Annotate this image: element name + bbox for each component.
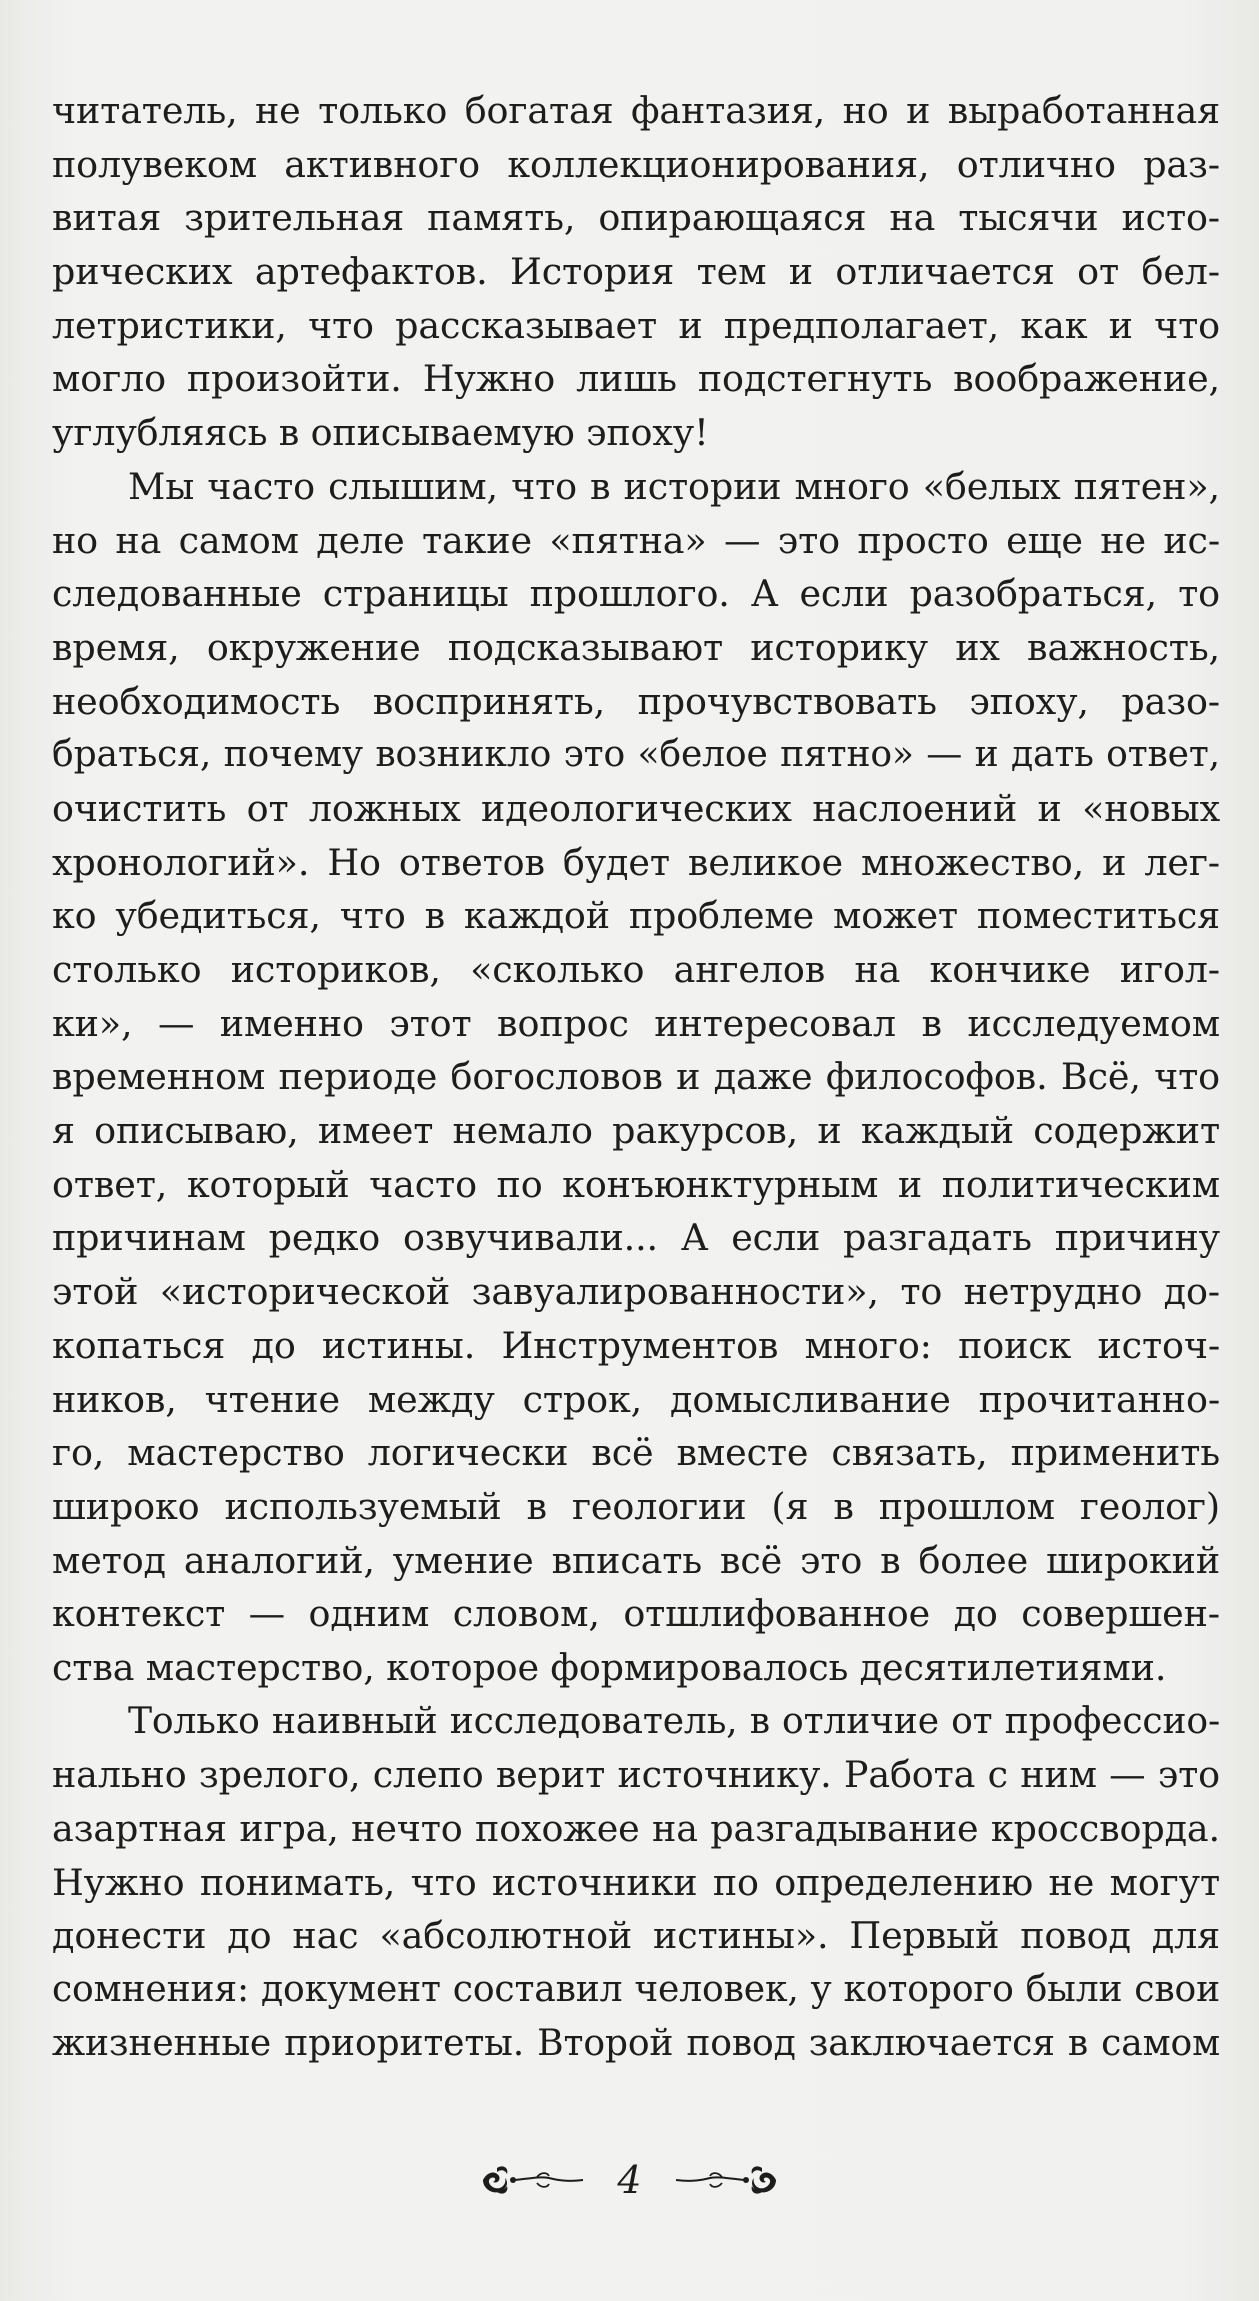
text-line: необходимость воспринять, прочувствовать эпоху, разо- xyxy=(52,679,1220,723)
body-text xyxy=(52,84,1220,2070)
text-line: время, окружение подсказывают историку их важность, xyxy=(52,625,1220,669)
text-line: браться, почему возникло это «белое пятно» — и дать ответ, xyxy=(52,733,1220,776)
text-line: ко убедиться, что в каждой проблеме может поместиться xyxy=(52,894,1220,938)
text-line: углубляясь в описываемую эпоху! xyxy=(52,411,709,455)
text-line: ответ, который часто по конъюнктурным и политическим xyxy=(52,1162,1220,1206)
text-line: копаться до истины. Инструментов много: поиск источ- xyxy=(52,1323,1220,1367)
text-line: ников, чтение между строк, домысливание прочитанно- xyxy=(52,1377,1220,1421)
left-flourish-ornament-icon xyxy=(477,2160,587,2200)
text-line: следованные страницы прошлого. А если разобраться, то xyxy=(52,572,1220,616)
text-line: широко используемый в геологии (я в прошлом геолог) xyxy=(52,1484,1220,1528)
paragraph-first-line: Только наивный исследователь, в отличие от профессио- xyxy=(128,1699,1220,1742)
text-line: этой «исторической завуалированности», то нетрудно до- xyxy=(52,1270,1220,1314)
text-line: могло произойти. Нужно лишь подстегнуть воображение, xyxy=(52,357,1220,401)
text-line: очистить от ложных идеологических наслоений и «новых xyxy=(52,786,1220,830)
text-line: азартная игра, нечто похожее на разгадывание кроссворда. xyxy=(52,1807,1220,1850)
paragraph-first-line: Мы часто слышим, что в истории много «белых пятен», xyxy=(128,464,1220,508)
page-footer xyxy=(0,2150,1259,2210)
text-line: но на самом деле такие «пятна» — это просто еще не ис- xyxy=(52,518,1220,562)
text-line: читатель, не только богатая фантазия, но и выработанная xyxy=(52,89,1220,132)
text-line: жизненные приоритеты. Второй повод заключается в самом xyxy=(52,2021,1220,2064)
text-line: летристики, что рассказывает и предполагает, как и что xyxy=(52,303,1220,347)
text-line: метод аналогий, умение вписать всё это в более широкий xyxy=(52,1538,1220,1582)
text-line: полувеком активного коллекционирования, отлично раз- xyxy=(52,142,1220,186)
text-line: донести до нас «абсолютной истины». Первый повод для xyxy=(52,1914,1220,1958)
text-line: контекст — одним словом, отшлифованное до совершен- xyxy=(52,1592,1220,1636)
text-line: я описываю, имеет немало ракурсов, и каждый содержит xyxy=(52,1109,1220,1153)
page-number: 4 xyxy=(617,2158,642,2202)
text-line: го, мастерство логически всё вместе связать, применить xyxy=(52,1431,1220,1475)
text-line: витая зрительная память, опирающаяся на тысячи исто- xyxy=(52,196,1220,240)
text-line: Нужно понимать, что источники по определению не могут xyxy=(52,1860,1220,1904)
text-line: ства мастерство, которое формировалось десятилетиями. xyxy=(52,1645,1167,1689)
text-line: причинам редко озвучивали... А если разгадать причину xyxy=(52,1216,1220,1260)
text-line: рических артефактов. История тем и отличается от бел- xyxy=(52,250,1220,294)
text-line: нально зрелого, слепо верит источнику. Работа с ним — это xyxy=(52,1753,1220,1797)
text-line: сомнения: документ составил человек, у которого были свои xyxy=(52,1968,1220,2011)
text-line: временном периоде богословов и даже философов. Всё, что xyxy=(52,1055,1220,1099)
right-flourish-ornament-icon xyxy=(672,2160,782,2200)
text-line: хронологий». Но ответов будет великое множество, и лег- xyxy=(52,840,1220,884)
text-line: столько историков, «сколько ангелов на кончике игол- xyxy=(52,948,1220,991)
text-line: ки», — именно этот вопрос интересовал в исследуемом xyxy=(52,1001,1220,1045)
